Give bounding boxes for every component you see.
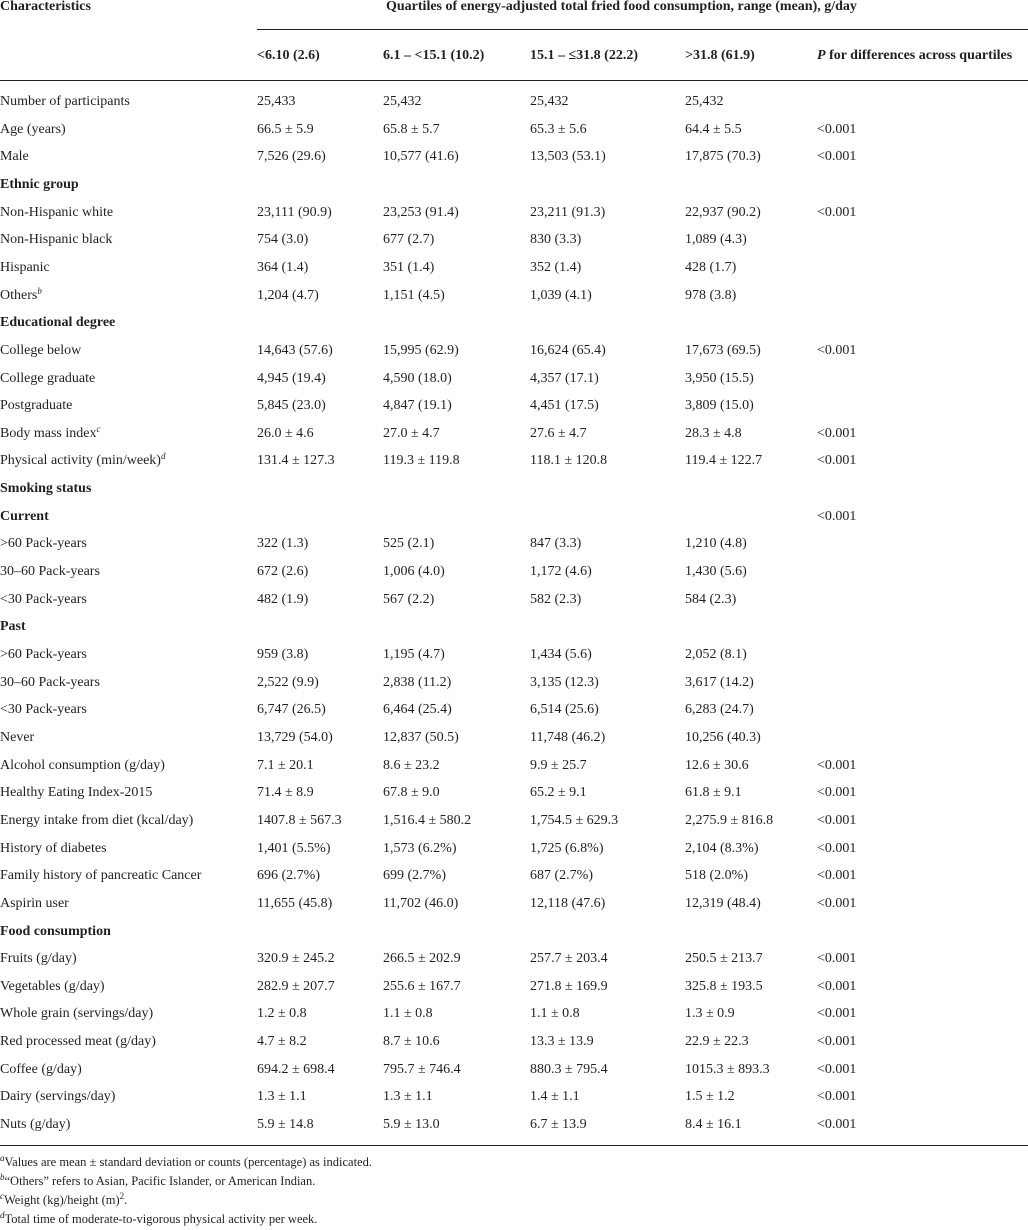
- header-span-rule: [257, 29, 1028, 30]
- row-label-text: >60 Pack-years: [0, 536, 87, 552]
- footnote-superscript: 2: [119, 1191, 125, 1201]
- cell-q2: 1,573 (6.2%): [383, 840, 457, 856]
- table-row: [0, 120, 1028, 140]
- section-header-row: [0, 507, 1028, 527]
- row-label-text: <30 Pack-years: [0, 591, 87, 607]
- cell-q1: 13,729 (54.0): [257, 729, 333, 745]
- cell-q3: 257.7 ± 203.4: [530, 951, 608, 967]
- cell-q3: 1,725 (6.8%): [530, 840, 604, 856]
- cell-q3: 880.3 ± 795.4: [530, 1061, 608, 1077]
- footnotes: [0, 1153, 1028, 1229]
- cell-q4: 17,875 (70.3): [685, 149, 761, 165]
- cell-q3: 118.1 ± 120.8: [530, 453, 608, 469]
- cell-q1: 23,111 (90.9): [257, 204, 332, 220]
- footnote-text: “Others” refers to Asian, Pacific Islander, or American Indian.: [4, 1174, 316, 1188]
- cell-q3: 11,748 (46.2): [530, 729, 606, 745]
- table-row: [0, 1032, 1028, 1052]
- cell-q2: 12,837 (50.5): [383, 729, 459, 745]
- row-label: [0, 756, 165, 776]
- cell-q4: 17,673 (69.5): [685, 342, 761, 358]
- footnote-suffix: .: [124, 1193, 128, 1207]
- cell-q3: 687 (2.7%): [530, 868, 593, 884]
- cell-q4: 2,052 (8.1): [685, 647, 747, 662]
- footnote-text: Total time of moderate-to-vigorous physical activity per week.: [4, 1212, 318, 1226]
- row-label: [0, 949, 77, 969]
- row-label-text: Hispanic: [0, 259, 50, 275]
- row-label: [0, 534, 87, 554]
- row-label-text: Age (years): [0, 121, 66, 137]
- cell-q3: 830 (3.3): [530, 232, 582, 248]
- row-label: [0, 120, 66, 140]
- row-label-text: College below: [0, 342, 82, 358]
- cell-q1: 694.2 ± 698.4: [257, 1061, 335, 1077]
- table-row: [0, 424, 1028, 444]
- table-row: [0, 286, 1028, 306]
- row-label-text: Body mass index: [0, 425, 97, 441]
- cell-q2: 4,590 (18.0): [383, 370, 452, 386]
- cell-q3: 1,039 (4.1): [530, 287, 592, 303]
- row-label: [0, 341, 81, 361]
- row-label-text: Ethnic group: [0, 176, 79, 192]
- footnote-d: [0, 1210, 1028, 1229]
- cell-q2: 795.7 ± 746.4: [383, 1061, 461, 1077]
- row-label: [0, 783, 152, 803]
- table-row: [0, 1115, 1028, 1135]
- cell-q4: 428 (1.7): [685, 259, 737, 275]
- cell-q2: 699 (2.7%): [383, 868, 446, 884]
- cell-p-value: <0.001: [817, 951, 857, 967]
- row-label: [0, 894, 69, 914]
- cell-q2: 8.7 ± 10.6: [383, 1034, 440, 1050]
- cell-q4: 2,104 (8.3%): [685, 840, 759, 856]
- table-row: [0, 92, 1028, 112]
- row-label-text: Smoking status: [0, 481, 92, 497]
- cell-q1: 131.4 ± 127.3: [257, 453, 335, 469]
- cell-q2: 1,516.4 ± 580.2: [383, 812, 472, 828]
- table-row: [0, 203, 1028, 223]
- row-label-text: History of diabetes: [0, 840, 107, 856]
- cell-q1: 2,522 (9.9): [257, 674, 319, 690]
- cell-q4: 22,937 (90.2): [685, 204, 761, 220]
- row-label-text: College graduate: [0, 370, 96, 386]
- cell-q2: 6,464 (25.4): [383, 702, 452, 718]
- row-label-text: Vegetables (g/day): [0, 978, 105, 994]
- cell-q2: 2,838 (11.2): [383, 674, 452, 690]
- footnote-text: Weight (kg)/height (m): [4, 1193, 120, 1207]
- table-row: [0, 396, 1028, 416]
- cell-q3: 1,172 (4.6): [530, 564, 592, 579]
- row-label: [0, 866, 201, 886]
- cell-q3: 13,503 (53.1): [530, 149, 606, 165]
- row-label-text: Educational degree: [0, 315, 116, 331]
- table-row: [0, 590, 1028, 610]
- cell-q2: 5.9 ± 13.0: [383, 1117, 440, 1132]
- table-row: [0, 949, 1028, 969]
- footnote-a: [0, 1153, 1028, 1172]
- table-row: [0, 1004, 1028, 1024]
- row-label: [0, 313, 115, 333]
- cell-q4: 2,275.9 ± 816.8: [685, 812, 774, 828]
- cell-q4: 8.4 ± 16.1: [685, 1117, 742, 1132]
- cell-q4: 325.8 ± 193.5: [685, 978, 763, 994]
- table-row: [0, 839, 1028, 859]
- table-row: [0, 977, 1028, 997]
- cell-q3: 4,357 (17.1): [530, 370, 599, 386]
- cell-p-value: <0.001: [817, 785, 857, 801]
- cell-q4: 3,950 (15.5): [685, 370, 754, 386]
- header-col-q4: >31.8 (61.9): [685, 48, 755, 63]
- row-label: [0, 175, 79, 195]
- cell-q3: 65.2 ± 9.1: [530, 785, 587, 801]
- cell-q2: 8.6 ± 23.2: [383, 757, 440, 773]
- table-row: [0, 230, 1028, 250]
- row-label: [0, 977, 105, 997]
- row-label: [0, 258, 50, 278]
- cell-q1: 7.1 ± 20.1: [257, 757, 314, 773]
- cell-q4: 10,256 (40.3): [685, 729, 761, 745]
- cell-q1: 7,526 (29.6): [257, 149, 326, 165]
- table-row: [0, 258, 1028, 278]
- cell-q3: 4,451 (17.5): [530, 398, 599, 414]
- cell-q3: 16,624 (65.4): [530, 342, 606, 358]
- cell-p-value: <0.001: [817, 149, 857, 165]
- cell-q1: 1.2 ± 0.8: [257, 1006, 307, 1022]
- cell-q1: 26.0 ± 4.6: [257, 425, 314, 441]
- footnote-text: Values are mean ± standard deviation or counts (percentage) as indicated.: [4, 1155, 372, 1169]
- table-row: [0, 700, 1028, 720]
- cell-p-value: <0.001: [817, 895, 857, 911]
- row-label: [0, 424, 100, 444]
- header-p-text: for differences across quartiles: [825, 48, 1013, 63]
- row-label: [0, 1032, 156, 1052]
- row-label: [0, 645, 87, 665]
- cell-p-value: <0.001: [817, 204, 857, 220]
- header-col-p: [817, 49, 1012, 63]
- cell-q2: 11,702 (46.0): [383, 895, 459, 911]
- row-label-text: Number of participants: [0, 94, 130, 109]
- row-label-text: Food consumption: [0, 923, 111, 939]
- cell-q4: 1015.3 ± 893.3: [685, 1061, 770, 1077]
- row-label-text: Red processed meat (g/day): [0, 1034, 156, 1050]
- cell-q3: 271.8 ± 169.9: [530, 978, 608, 994]
- row-label-text: Family history of pancreatic Cancer: [0, 868, 202, 884]
- row-label: [0, 203, 113, 223]
- row-label: [0, 507, 49, 527]
- footnote-mark: c: [0, 1191, 4, 1201]
- table-row: [0, 1087, 1028, 1107]
- cell-q1: 959 (3.8): [257, 647, 309, 662]
- cell-q1: 4.7 ± 8.2: [257, 1034, 307, 1050]
- header-characteristics: Characteristics: [0, 0, 91, 14]
- cell-q2: 1,006 (4.0): [383, 564, 445, 579]
- cell-q4: 64.4 ± 5.5: [685, 121, 742, 137]
- cell-q3: 27.6 ± 4.7: [530, 425, 587, 441]
- cell-p-value: <0.001: [817, 1034, 857, 1050]
- row-label: [0, 369, 95, 389]
- cell-q2: 1.3 ± 1.1: [383, 1089, 433, 1105]
- row-label: [0, 92, 130, 112]
- cell-p-value: <0.001: [817, 1117, 857, 1132]
- table-row: [0, 894, 1028, 914]
- row-label: [0, 451, 165, 471]
- cell-q3: 847 (3.3): [530, 536, 582, 552]
- table-row: [0, 866, 1028, 886]
- table-row: [0, 756, 1028, 776]
- cell-q2: 266.5 ± 202.9: [383, 951, 461, 967]
- cell-q3: 6.7 ± 13.9: [530, 1117, 587, 1132]
- cell-q2: 15,995 (62.9): [383, 342, 459, 358]
- row-label-text: Past: [0, 619, 26, 635]
- row-label-text: Non-Hispanic black: [0, 232, 113, 248]
- cell-q3: 352 (1.4): [530, 259, 582, 275]
- table-row: [0, 341, 1028, 361]
- row-label: [0, 562, 100, 582]
- cell-q2: 1.1 ± 0.8: [383, 1006, 433, 1022]
- cell-q3: 25,432: [530, 94, 569, 109]
- row-label-text: Coffee (g/day): [0, 1061, 82, 1077]
- footnote-marker: c: [96, 423, 101, 434]
- row-label-text: Energy intake from diet (kcal/day): [0, 812, 194, 828]
- row-label: [0, 1087, 115, 1107]
- cell-q4: 12.6 ± 30.6: [685, 757, 749, 773]
- cell-q4: 119.4 ± 122.7: [685, 453, 763, 469]
- cell-q4: 3,809 (15.0): [685, 398, 754, 414]
- row-label: [0, 617, 26, 637]
- cell-q1: 71.4 ± 8.9: [257, 785, 314, 801]
- row-label: [0, 673, 100, 693]
- row-label: [0, 811, 193, 831]
- header-bottom-rule: [0, 80, 1028, 81]
- cell-q1: 1.3 ± 1.1: [257, 1089, 307, 1105]
- row-label-text: Current: [0, 508, 49, 524]
- table-row: [0, 369, 1028, 389]
- cell-q1: 5.9 ± 14.8: [257, 1117, 314, 1132]
- cell-q2: 67.8 ± 9.0: [383, 785, 440, 801]
- cell-q2: 567 (2.2): [383, 591, 435, 607]
- header-p-symbol: P: [817, 48, 826, 63]
- table-row: [0, 451, 1028, 471]
- cell-q1: 1407.8 ± 567.3: [257, 812, 342, 828]
- row-label-text: >60 Pack-years: [0, 647, 87, 662]
- cell-q2: 10,577 (41.6): [383, 149, 459, 165]
- cell-q4: 28.3 ± 4.8: [685, 425, 742, 441]
- row-label-text: Non-Hispanic white: [0, 204, 114, 220]
- table-row: [0, 728, 1028, 748]
- cell-q1: 320.9 ± 245.2: [257, 951, 335, 967]
- cell-p-value: <0.001: [817, 812, 857, 828]
- cell-q3: 1.4 ± 1.1: [530, 1089, 580, 1105]
- cell-q4: 250.5 ± 213.7: [685, 951, 763, 967]
- cell-q4: 3,617 (14.2): [685, 674, 754, 690]
- cell-q1: 282.9 ± 207.7: [257, 978, 335, 994]
- cell-p-value: <0.001: [817, 508, 857, 524]
- row-label: [0, 590, 87, 610]
- cell-q3: 582 (2.3): [530, 591, 582, 607]
- cell-q1: 754 (3.0): [257, 232, 309, 248]
- cell-q4: 1,210 (4.8): [685, 536, 747, 552]
- table-row: [0, 1060, 1028, 1080]
- cell-q1: 1,401 (5.5%): [257, 840, 331, 856]
- row-label-text: Postgraduate: [0, 398, 73, 414]
- footnote-marker: d: [160, 451, 166, 462]
- footnote-b: [0, 1172, 1028, 1191]
- cell-q2: 119.3 ± 119.8: [383, 453, 460, 469]
- row-label-text: Alcohol consumption (g/day): [0, 757, 165, 773]
- row-label: [0, 1004, 153, 1024]
- footnote-mark: b: [0, 1172, 5, 1182]
- cell-q4: 518 (2.0%): [685, 868, 748, 884]
- cell-p-value: <0.001: [817, 840, 857, 856]
- section-header-row: [0, 922, 1028, 942]
- cell-p-value: <0.001: [817, 757, 857, 773]
- row-label-text: Fruits (g/day): [0, 951, 77, 967]
- row-label-text: 30–60 Pack-years: [0, 674, 100, 690]
- cell-q4: 25,432: [685, 94, 724, 109]
- cell-q2: 65.8 ± 5.7: [383, 121, 440, 137]
- cell-q4: 1.3 ± 0.9: [685, 1006, 735, 1022]
- cell-q1: 672 (2.6): [257, 564, 309, 579]
- cell-q3: 1,754.5 ± 629.3: [530, 812, 619, 828]
- header-quartiles-title: Quartiles of energy-adjusted total fried food consumption, range (mean), g/day: [386, 0, 857, 14]
- cell-q1: 482 (1.9): [257, 591, 309, 607]
- row-label-text: Never: [0, 729, 35, 745]
- table-bottom-rule: [0, 1145, 1028, 1146]
- cell-q1: 364 (1.4): [257, 259, 309, 275]
- row-label-text: Healthy Eating Index-2015: [0, 785, 153, 801]
- table-row: [0, 147, 1028, 167]
- cell-q1: 696 (2.7%): [257, 868, 320, 884]
- cell-q3: 65.3 ± 5.6: [530, 121, 587, 137]
- row-label: [0, 286, 42, 306]
- cell-q3: 13.3 ± 13.9: [530, 1034, 594, 1050]
- cell-q1: 14,643 (57.6): [257, 342, 333, 358]
- table-row: [0, 562, 1028, 582]
- cell-q4: 1,430 (5.6): [685, 564, 747, 579]
- cell-p-value: <0.001: [817, 978, 857, 994]
- row-label: [0, 147, 29, 167]
- footnote-mark: a: [0, 1153, 5, 1163]
- row-label-text: Nuts (g/day): [0, 1117, 71, 1132]
- cell-q4: 1,089 (4.3): [685, 232, 747, 248]
- cell-q1: 6,747 (26.5): [257, 702, 326, 718]
- row-label: [0, 922, 111, 942]
- cell-q1: 322 (1.3): [257, 536, 309, 552]
- row-label: [0, 396, 72, 416]
- cell-q1: 66.5 ± 5.9: [257, 121, 314, 137]
- header-col-q1: <6.10 (2.6): [257, 48, 320, 63]
- cell-q2: 23,253 (91.4): [383, 204, 459, 220]
- footnote-marker: b: [37, 285, 42, 296]
- cell-q3: 12,118 (47.6): [530, 895, 606, 911]
- row-label: [0, 1115, 70, 1135]
- cell-q2: 25,432: [383, 94, 422, 109]
- cell-q3: 23,211 (91.3): [530, 204, 606, 220]
- cell-p-value: <0.001: [817, 868, 857, 884]
- cell-q1: 25,433: [257, 94, 296, 109]
- cell-p-value: <0.001: [817, 342, 857, 358]
- row-label: [0, 700, 87, 720]
- cell-q3: 1,434 (5.6): [530, 647, 592, 662]
- cell-q4: 61.8 ± 9.1: [685, 785, 742, 801]
- cell-p-value: <0.001: [817, 121, 857, 137]
- row-label: [0, 839, 107, 859]
- table-row: [0, 673, 1028, 693]
- cell-q2: 677 (2.7): [383, 232, 435, 248]
- row-label-text: Physical activity (min/week): [0, 453, 161, 469]
- cell-q2: 525 (2.1): [383, 536, 435, 552]
- cell-p-value: <0.001: [817, 1089, 857, 1105]
- cell-q4: 22.9 ± 22.3: [685, 1034, 749, 1050]
- cell-q2: 1,195 (4.7): [383, 647, 445, 662]
- cell-q2: 4,847 (19.1): [383, 398, 452, 414]
- row-label: [0, 230, 112, 250]
- cell-q2: 27.0 ± 4.7: [383, 425, 440, 441]
- cell-q2: 1,151 (4.5): [383, 287, 445, 303]
- header-col-q3: 15.1 – ≤31.8 (22.2): [530, 48, 639, 63]
- row-label-text: Others: [0, 287, 38, 303]
- cell-q3: 9.9 ± 25.7: [530, 757, 587, 773]
- row-label-text: Male: [0, 149, 29, 165]
- cell-q2: 255.6 ± 167.7: [383, 978, 461, 994]
- footnote-mark: d: [0, 1210, 5, 1220]
- header-col-q2: 6.1 – <15.1 (10.2): [383, 48, 485, 63]
- cell-q4: 12,319 (48.4): [685, 895, 761, 911]
- table-row: [0, 811, 1028, 831]
- cell-p-value: <0.001: [817, 1006, 857, 1022]
- cell-q4: 978 (3.8): [685, 287, 737, 303]
- row-label: [0, 728, 34, 748]
- cell-q1: 4,945 (19.4): [257, 370, 326, 386]
- row-label-text: 30–60 Pack-years: [0, 564, 100, 579]
- cell-q4: 1.5 ± 1.2: [685, 1089, 735, 1105]
- cell-q3: 1.1 ± 0.8: [530, 1006, 580, 1022]
- table-row: [0, 645, 1028, 665]
- cell-q1: 11,655 (45.8): [257, 895, 333, 911]
- cell-q3: 3,135 (12.3): [530, 674, 599, 690]
- cell-q3: 6,514 (25.6): [530, 702, 599, 718]
- row-label: [0, 1060, 82, 1080]
- row-label-text: Aspirin user: [0, 895, 69, 911]
- cell-p-value: <0.001: [817, 1061, 857, 1077]
- row-label-text: <30 Pack-years: [0, 702, 87, 718]
- section-header-row: [0, 313, 1028, 333]
- section-header-row: [0, 479, 1028, 499]
- cell-p-value: <0.001: [817, 453, 857, 469]
- cell-p-value: <0.001: [817, 425, 857, 441]
- footnote-c: [0, 1191, 1028, 1210]
- row-label-text: Whole grain (servings/day): [0, 1006, 154, 1022]
- row-label-text: Dairy (servings/day): [0, 1089, 116, 1105]
- section-header-row: [0, 175, 1028, 195]
- cell-q4: 6,283 (24.7): [685, 702, 754, 718]
- cell-q1: 1,204 (4.7): [257, 287, 319, 303]
- row-label: [0, 479, 91, 499]
- cell-q2: 351 (1.4): [383, 259, 435, 275]
- table-row: [0, 783, 1028, 803]
- table-row: [0, 534, 1028, 554]
- section-header-row: [0, 617, 1028, 637]
- cell-q4: 584 (2.3): [685, 591, 737, 607]
- cell-q1: 5,845 (23.0): [257, 398, 326, 414]
